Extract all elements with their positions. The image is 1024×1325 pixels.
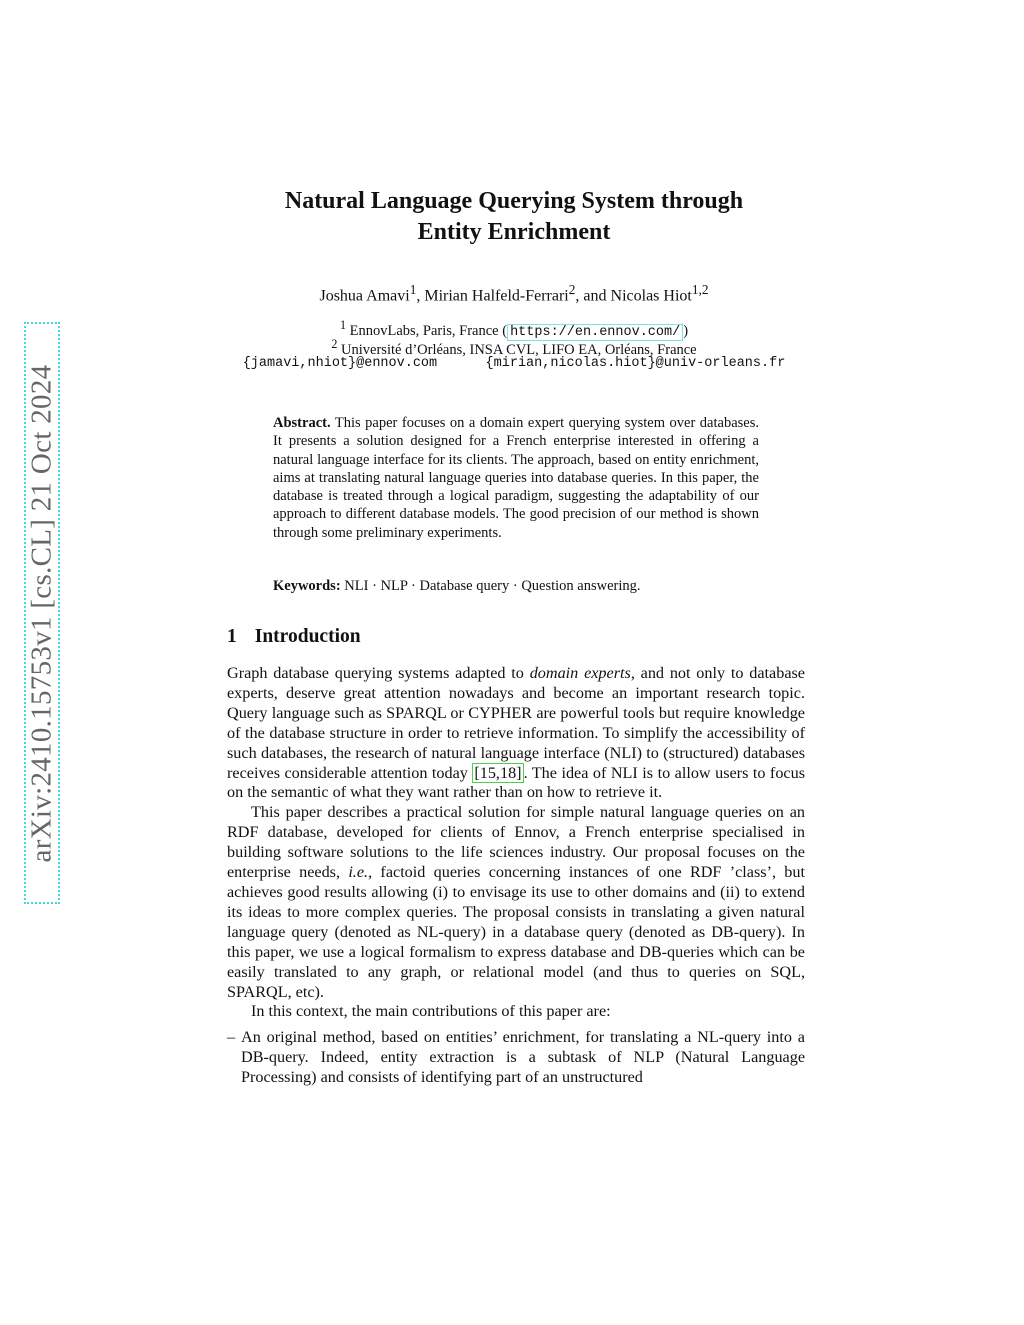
author-1: Joshua Amavi — [319, 287, 410, 305]
arxiv-stamp[interactable] — [24, 322, 60, 904]
author-list: Joshua Amavi$^1$, Mirian Halfeld-Ferrari$^2$, and Nicolas Hiot$^{1,2}$ — [319, 282, 709, 305]
email-2: {mirian,nicolas.hiot}@univ-orleans.fr — [485, 356, 786, 371]
author-2: Mirian Halfeld-Ferrari — [424, 287, 569, 305]
abstract-label: Abstract. — [273, 415, 331, 431]
author-and: and — [583, 287, 607, 305]
intro-body — [227, 664, 805, 1088]
intro-p1-text-c: . The idea of NLI is to allow users to focus on the semantic of what they want rather than on how to retrieve it. — [227, 763, 805, 802]
keywords-text: NLI · NLP · Database query · Question answering. — [344, 578, 641, 594]
section-heading — [227, 626, 361, 648]
contribution-1-text: An original method, based on entities’ enrichment, for translating a NL-query into a DB-query. Indeed, entity extraction is a subtask of NLP (Natural Language Processing) and consists of identifying part of an unstructured — [241, 1028, 805, 1087]
contribution-list-item — [227, 1028, 805, 1088]
arxiv-stamp-text: arXiv:2410.15753v1 [cs.CL] 21 Oct 2024 — [25, 364, 58, 862]
intro-p2-emphasis: i.e. — [348, 863, 369, 882]
author-1-sup: 1 — [409, 282, 417, 297]
author-2-sup: 2 — [568, 282, 576, 297]
title-line-1: Natural Language Querying System through — [284, 188, 744, 214]
author-3-sup: 1,2 — [691, 282, 709, 297]
author-3: Nicolas Hiot — [610, 287, 692, 305]
paper-title — [200, 186, 828, 248]
affiliation-1-sup: 1 — [339, 318, 346, 332]
affiliation-url-link[interactable]: https://en.ennov.com/ — [507, 324, 683, 341]
abstract — [273, 414, 759, 542]
intro-paragraph-1 — [227, 664, 805, 803]
intro-p1-emphasis: domain experts — [529, 664, 631, 682]
affiliation-2-sup: 2 — [331, 337, 338, 351]
intro-p2-text-a: This paper describes a practical solution for simple natural language queries on an RDF database, developed for clients of Ennov, a French enterprise specialised in building software solutions to the life sciences industry. Our proposal focuses on the enterprise needs, — [227, 803, 805, 882]
title-line-2: Entity Enrichment — [417, 219, 611, 245]
bullet-dash: – — [227, 1028, 236, 1047]
section-title: Introduction — [254, 626, 361, 647]
citation-link[interactable]: [15,18] — [474, 763, 522, 782]
section-number: 1 — [227, 626, 237, 647]
keywords-label: Keywords: — [273, 578, 341, 594]
intro-p1-text-a: Graph database querying systems adapted to — [227, 664, 524, 682]
abstract-text: This paper focuses on a domain expert querying system over databases. It presents a solution designed for a French enterprise interested in offering a natural language interface for its clients. The approach, based on entity enrichment, aims at translating natural language queries into database queries. In this paper, the database is treated through a logical paradigm, suggesting the adaptability of our approach to different database models. The good precision of our method is shown through some preliminary experiments. — [273, 415, 759, 541]
intro-paragraph-2 — [227, 803, 805, 1002]
keywords — [273, 578, 759, 595]
affiliation-1-text: EnnovLabs, Paris, France — [349, 322, 499, 339]
email-1: {jamavi,nhiot}@ennov.com — [242, 356, 438, 371]
intro-p1-text-b: , and not only to database experts, deserve great attention nowadays and become an important research topic. Query language such as SPARQL or CYPHER are powerful tools but require knowledge of the database structure in order to retrieve information. To simplify the accessibility of such databases, the research of natural language interface (NLI) to (structured) databases receives considerable attention today — [227, 664, 805, 782]
intro-paragraph-3: In this context, the main contributions of this paper are: — [251, 1002, 611, 1021]
affiliation-1: $^1$ EnnovLabs, Paris, France ( https://en.ennov.com/ ) — [339, 318, 689, 340]
affiliation-2-text: Université d’Orléans, INSA CVL, LIFO EA, Orléans, France — [341, 341, 697, 358]
intro-p2-text-b: , factoid queries concerning instances of one RDF ’class’, but achieves good results allowing (i) to envisage its use to other domains and (ii) to extend its ideas to more complex queries. The proposal consists in translating a given natural language query (denoted as NL-query) in a database query (denoted as DB-query). In this paper, we use a logical formalism to express database and DB-queries which can be easily translated to any graph, or relational model (and thus to queries on SQL, SPARQL, etc). — [227, 863, 805, 1001]
email-line — [200, 356, 828, 371]
